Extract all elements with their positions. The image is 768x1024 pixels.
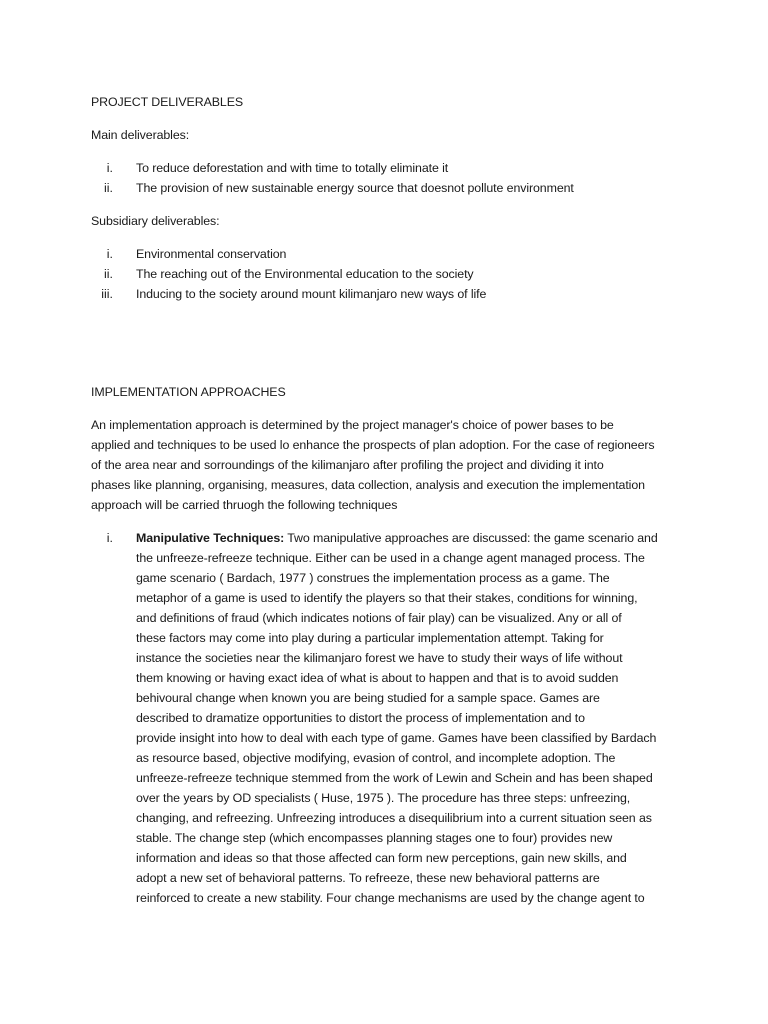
paragraph-line: unfreeze-refreeze technique stemmed from the work of Lewin and Schein and has been shaped bbox=[136, 771, 653, 785]
paragraph-line: approach will be carried thruogh the following techniques bbox=[91, 498, 398, 512]
paragraph-line: information and ideas so that those affected can form new perceptions, gain new skills, and bbox=[136, 851, 627, 865]
list-item: Environmental conservation bbox=[136, 247, 287, 261]
paragraph-line: described to dramatize opportunities to distort the process of implementation and to bbox=[136, 711, 585, 725]
paragraph-line: reinforced to create a new stability. Four change mechanisms are used by the change agent to bbox=[136, 891, 645, 905]
list-item: To reduce deforestation and with time to totally eliminate it bbox=[136, 161, 449, 175]
list-marker: i. bbox=[106, 161, 113, 175]
paragraph-line: and definitions of fraud (which indicates notions of fair play) can be visualized. Any or all of bbox=[136, 611, 622, 625]
list-marker: ii. bbox=[104, 181, 113, 195]
list-item: The reaching out of the Environmental education to the society bbox=[136, 267, 474, 281]
paragraph-line: of the area near and sorroundings of the kilimanjaro after profiling the project and dividing it into bbox=[91, 458, 604, 472]
paragraph-line: game scenario ( Bardach, 1977 ) construes the implementation process as a game. The bbox=[136, 571, 610, 585]
technique-first-line bbox=[136, 531, 658, 546]
paragraph-line: metaphor of a game is used to identify the players so that their stakes, conditions for winning, bbox=[136, 591, 638, 605]
paragraph-line: instance the societies near the kilimanjaro forest we have to study their ways of life without bbox=[136, 651, 623, 665]
paragraph-line: An implementation approach is determined by the project manager's choice of power bases to be bbox=[91, 418, 614, 432]
paragraph-line: the unfreeze-refreeze technique. Either can be used in a change agent managed process. The bbox=[136, 551, 645, 565]
main-deliverables-heading: Main deliverables: bbox=[91, 128, 190, 142]
paragraph-line: these factors may come into play during a particular implementation attempt. Taking for bbox=[136, 631, 604, 645]
paragraph-line: as resource based, objective modifying, evasion of control, and incomplete adoption. The bbox=[136, 751, 616, 765]
section-heading-project-deliverables: PROJECT DELIVERABLES bbox=[91, 95, 244, 109]
paragraph-line: adopt a new set of behavioral patterns. To refreeze, these new behavioral patterns are bbox=[136, 871, 600, 885]
technique-title: Manipulative Techniques: bbox=[136, 531, 285, 545]
section-heading-implementation-approaches: IMPLEMENTATION APPROACHES bbox=[91, 385, 286, 399]
list-marker: i. bbox=[106, 531, 113, 545]
paragraph-line: provide insight into how to deal with each type of game. Games have been classified by Bardach bbox=[136, 731, 657, 745]
paragraph-line: applied and techniques to be used lo enhance the prospects of plan adoption. For the case of regioneers bbox=[91, 438, 655, 452]
list-marker: ii. bbox=[104, 267, 113, 281]
paragraph-line: phases like planning, organising, measures, data collection, analysis and execution the implementation bbox=[91, 478, 645, 492]
paragraph-line: behivoural change when known you are being studied for a sample space. Games are bbox=[136, 691, 600, 705]
paragraph-line: them knowing or having exact idea of what is about to happen and that is to avoid sudden bbox=[136, 671, 619, 685]
paragraph-line: stable. The change step (which encompasses planning stages one to four) provides new bbox=[136, 831, 613, 845]
list-marker: iii. bbox=[101, 287, 113, 301]
technique-first-line-text: Two manipulative approaches are discussed: the game scenario and bbox=[284, 531, 658, 545]
subsidiary-deliverables-heading: Subsidiary deliverables: bbox=[91, 214, 220, 228]
list-item: Inducing to the society around mount kilimanjaro new ways of life bbox=[136, 287, 487, 301]
list-marker: i. bbox=[106, 247, 113, 261]
list-item: The provision of new sustainable energy source that doesnot pollute environment bbox=[136, 181, 574, 195]
paragraph-line: over the years by OD specialists ( Huse, 1975 ). The procedure has three steps: unfreezing, bbox=[136, 791, 631, 805]
paragraph-line: changing, and refreezing. Unfreezing introduces a disequilibrium into a current situation seen as bbox=[136, 811, 652, 825]
